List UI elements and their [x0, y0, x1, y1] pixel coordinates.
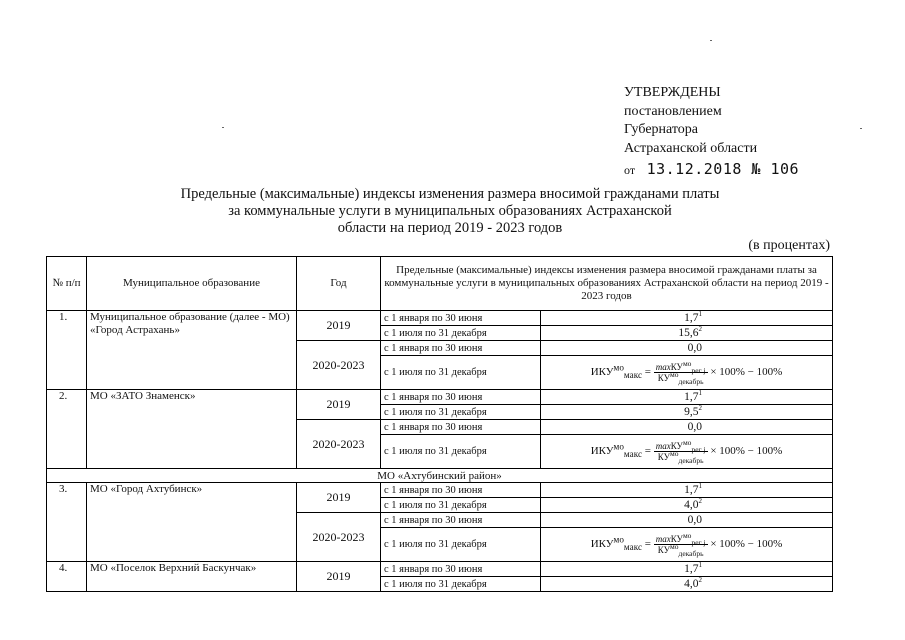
approval-line: Астраханской области [624, 140, 758, 156]
period-cell: с 1 января по 30 июня [381, 483, 541, 498]
value-cell: 0,0 [541, 420, 833, 435]
formula-fraction: $\frac{\max КУ^{мо}_{рег j}}{КУ^{мо}_{декабрь}}$ [655, 438, 706, 465]
year-cell: 2020-2023 [297, 513, 381, 562]
approval-line: УТВЕРЖДЕНЫ [624, 85, 721, 100]
date-prefix: от [624, 163, 636, 177]
header-year: Год [297, 257, 381, 311]
period-cell: с 1 июля по 31 декабря [381, 356, 541, 390]
formula-cell: $ИКУ^{мо}_{макс}$ = $\frac{\max КУ^{мо}_{рег j}}{КУ^{мо}_{декабрь}}$ × 100% − 100% [541, 528, 833, 562]
period-cell: с 1 января по 30 июня [381, 513, 541, 528]
period-cell: с 1 июля по 31 декабря [381, 528, 541, 562]
municipality-name: МО «Поселок Верхний Баскунчак» [87, 562, 297, 592]
approval-line: Губернатора [624, 122, 699, 137]
formula-fraction: $\frac{\max КУ^{мо}_{рег j}}{КУ^{мо}_{декабрь}}$ [655, 359, 706, 386]
period-cell: с 1 июля по 31 декабря [381, 405, 541, 420]
period-cell: с 1 января по 30 июня [381, 420, 541, 435]
formula-fraction: $\frac{\max КУ^{мо}_{рег j}}{КУ^{мо}_{декабрь}}$ [655, 531, 706, 558]
index-table [46, 256, 833, 592]
title-line: Предельные (максимальные) индексы изменения размера вносимой гражданами платы [180, 186, 720, 202]
table-row [47, 311, 833, 326]
date-number: 13.12.2018 № 106 [646, 160, 800, 178]
header-no: № п/п [47, 257, 87, 311]
value-cell: $1,7^1$ [541, 483, 833, 498]
header-index: Предельные (максимальные) индексы изменения размера вносимой гражданами платы за коммунальные услуги в муниципальных образованиях Астраханской области на период 2019 - 2023 годов [381, 257, 833, 311]
value-cell: $4,0^2$ [541, 577, 833, 592]
row-number: 4. [47, 562, 87, 592]
value-cell: $4,0^2$ [541, 498, 833, 513]
period-cell: с 1 января по 30 июня [381, 390, 541, 405]
formula-cell: $ИКУ^{мо}_{макс}$ = $\frac{\max КУ^{мо}_{рег j}}{КУ^{мо}_{декабрь}}$ × 100% − 100% [541, 435, 833, 469]
approval-line: постановлением [624, 103, 722, 119]
year-cell: 2019 [297, 562, 381, 592]
year-cell: 2020-2023 [297, 341, 381, 390]
period-cell: с 1 июля по 31 декабря [381, 326, 541, 341]
period-cell: с 1 июля по 31 декабря [381, 435, 541, 469]
row-number: 2. [47, 390, 87, 469]
year-cell: 2019 [297, 311, 381, 341]
period-cell: с 1 июля по 31 декабря [381, 577, 541, 592]
value-cell: $1,7^1$ [541, 311, 833, 326]
year-cell: 2019 [297, 483, 381, 513]
table-header-row [47, 257, 833, 311]
value-cell: 0,0 [541, 341, 833, 356]
approval-date [624, 160, 799, 181]
units-note: (в процентах) [748, 238, 830, 253]
title-line: области на период 2019 - 2023 годов [337, 220, 563, 236]
table-row [47, 562, 833, 577]
period-cell: с 1 января по 30 июня [381, 311, 541, 326]
year-cell: 2020-2023 [297, 420, 381, 469]
row-number: 3. [47, 483, 87, 562]
scan-speck [860, 128, 862, 129]
header-mo: Муниципальное образование [87, 257, 297, 311]
period-cell: с 1 января по 30 июня [381, 562, 541, 577]
value-cell: $1,7^1$ [541, 562, 833, 577]
scan-speck [710, 40, 712, 41]
scan-speck [222, 127, 224, 128]
municipality-name: МО «Город Ахтубинск» [87, 483, 297, 562]
municipality-name: МО «ЗАТО Знаменск» [87, 390, 297, 469]
formula-cell: $ИКУ^{мо}_{макс}$ = $\frac{\max КУ^{мо}_{рег j}}{КУ^{мо}_{декабрь}}$ × 100% − 100% [541, 356, 833, 390]
value-cell: $1,7^1$ [541, 390, 833, 405]
period-cell: с 1 января по 30 июня [381, 341, 541, 356]
year-cell: 2019 [297, 390, 381, 420]
document-title [120, 186, 780, 237]
section-row [47, 469, 833, 483]
period-cell: с 1 июля по 31 декабря [381, 498, 541, 513]
value-cell: 0,0 [541, 513, 833, 528]
value-cell: 15,6$^2$ [541, 326, 833, 341]
municipality-name: Муниципальное образование (далее - МО) «Город Астрахань» [87, 311, 297, 390]
row-number: 1. [47, 311, 87, 390]
value-cell: $9,5^2$ [541, 405, 833, 420]
table-row [47, 483, 833, 498]
section-title: МО «Ахтубинский район» [47, 469, 833, 483]
title-line: за коммунальные услуги в муниципальных образованиях Астраханской [228, 203, 672, 219]
table-row [47, 390, 833, 405]
approval-stamp [624, 84, 799, 181]
